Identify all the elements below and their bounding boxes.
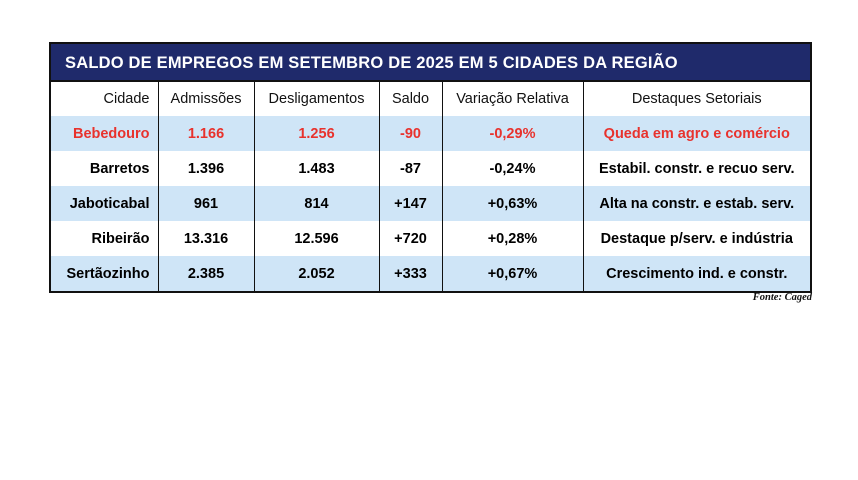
cell-desligamentos: 814 xyxy=(254,186,379,221)
cell-variacao: +0,28% xyxy=(442,221,583,256)
cell-destaques: Crescimento ind. e constr. xyxy=(583,256,810,291)
cell-destaques: Estabil. constr. e recuo serv. xyxy=(583,151,810,186)
cell-cidade: Jaboticabal xyxy=(51,186,158,221)
cell-cidade: Bebedouro xyxy=(51,116,158,151)
cell-destaques: Destaque p/serv. e indústria xyxy=(583,221,810,256)
employment-table xyxy=(51,82,810,291)
cell-variacao: +0,63% xyxy=(442,186,583,221)
cell-variacao: -0,29% xyxy=(442,116,583,151)
header-destaques: Destaques Setoriais xyxy=(631,91,762,107)
cell-admissoes: 1.396 xyxy=(158,151,254,186)
source-caption: Fonte: Caged xyxy=(752,292,812,303)
table-row xyxy=(51,116,810,151)
cell-destaques: Alta na constr. e estab. serv. xyxy=(583,186,810,221)
cell-admissoes: 1.166 xyxy=(158,116,254,151)
cell-destaques: Queda em agro e comércio xyxy=(583,116,810,151)
cell-desligamentos: 1.256 xyxy=(254,116,379,151)
header-desligamentos: Desligamentos xyxy=(254,82,379,116)
cell-cidade: Barretos xyxy=(51,151,158,186)
cell-saldo: +333 xyxy=(379,256,442,291)
cell-desligamentos: 1.483 xyxy=(254,151,379,186)
cell-admissoes: 961 xyxy=(158,186,254,221)
cell-variacao: +0,67% xyxy=(442,256,583,291)
cell-saldo: +147 xyxy=(379,186,442,221)
cell-saldo: -87 xyxy=(379,151,442,186)
cell-saldo: +720 xyxy=(379,221,442,256)
table-row xyxy=(51,186,810,221)
header-row xyxy=(51,82,810,116)
cell-admissoes: 2.385 xyxy=(158,256,254,291)
cell-cidade: Ribeirão xyxy=(51,221,158,256)
table-row xyxy=(51,151,810,186)
cell-saldo: -90 xyxy=(379,116,442,151)
cell-variacao: -0,24% xyxy=(442,151,583,186)
table-row xyxy=(51,256,810,291)
cell-cidade: Sertãozinho xyxy=(51,256,158,291)
header-cidade: Cidade xyxy=(51,82,158,116)
header-saldo: Saldo xyxy=(379,82,442,116)
table-title: SALDO DE EMPREGOS EM SETEMBRO DE 2025 EM 5 CIDADES DA REGIÃO xyxy=(51,44,810,82)
cell-desligamentos: 12.596 xyxy=(254,221,379,256)
table-frame xyxy=(49,42,812,293)
table-row xyxy=(51,221,810,256)
cell-admissoes: 13.316 xyxy=(158,221,254,256)
header-variacao: Variação Relativa xyxy=(442,82,583,116)
header-admissoes: Admissões xyxy=(158,82,254,116)
employment-table-figure xyxy=(49,42,812,303)
cell-desligamentos: 2.052 xyxy=(254,256,379,291)
